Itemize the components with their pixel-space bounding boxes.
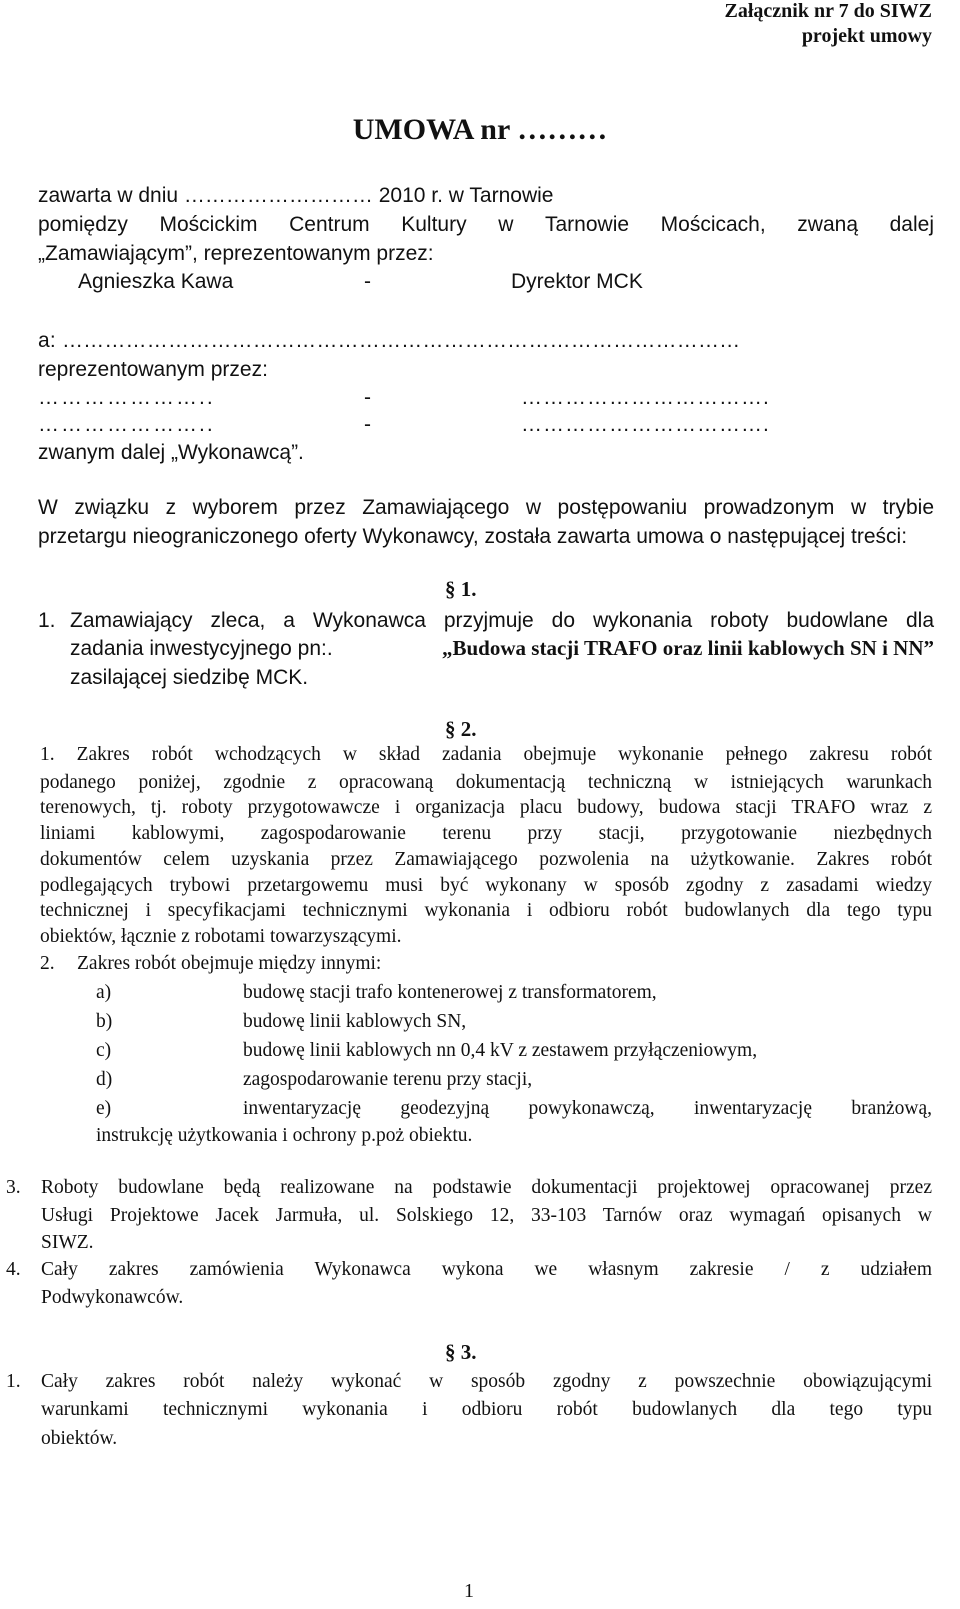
paragraph-line: Cały zakres robót należy wykonać w sposób zgodny z powszechnie obowiązującymi — [41, 1371, 932, 1392]
item-number: 1. — [6, 1371, 21, 1392]
list-letter: a) — [96, 982, 112, 1003]
paragraph-line: technicznej i specyfikacjami technicznymi wykonania i odbioru robót budowlanych dla tego typu — [40, 900, 932, 921]
representative-name: Agnieszka Kawa — [78, 270, 234, 293]
paragraph-line: warunkami technicznymi wykonania i odbioru robót budowlanych dla tego typu — [41, 1399, 932, 1420]
list-letter: c) — [96, 1040, 112, 1061]
word: w — [498, 213, 514, 236]
draft-label: projekt umowy — [801, 25, 932, 47]
item-number: 2. — [40, 953, 55, 974]
s1-task-line — [70, 634, 934, 663]
word: Tarnowie — [545, 213, 630, 236]
contractor-rep2-name: ………………….. — [38, 413, 215, 436]
word: pomiędzy — [38, 213, 128, 236]
item-number: 3. — [6, 1177, 21, 1198]
list-item-continuation: instrukcję użytkowania i ochrony p.poż obiektu. — [96, 1125, 473, 1146]
section-heading-1: § 1. — [445, 577, 477, 601]
paragraph-line: 1. Zakres robót wchodzących w skład zadania obejmuje wykonanie pełnego zakresu robót — [40, 744, 932, 765]
contractor-rep2-role: ……………………………. — [521, 413, 770, 436]
page-number: 1 — [464, 1580, 474, 1602]
word: zwaną — [797, 213, 858, 236]
word: Mościckim — [159, 213, 258, 236]
paragraph-line: Roboty budowlane będą realizowane na podstawie dokumentacji projektowej opracowanej przez — [41, 1177, 932, 1198]
paragraph-line: Usługi Projektowe Jacek Jarmuła, ul. Solskiego 12, 33-103 Tarnów oraz wymagań opisanych w — [41, 1205, 932, 1226]
preamble-line: przetargu nieograniczonego oferty Wykonawcy, została zawarta umowa o następującej treści: — [38, 525, 908, 548]
word: Mościcach, — [660, 213, 766, 236]
contractor-line: a: …………………………………………………………………………………… — [38, 329, 741, 352]
paragraph-line: terenowych, tj. roboty przygotowawcze i organizacja placu budowy, budowa stacji TRAFO wraz z — [40, 797, 932, 818]
contractor-rep-label: reprezentowanym przez: — [38, 358, 268, 381]
list-item: inwentaryzację geodezyjną powykonawczą, inwentaryzację branżową, — [243, 1098, 932, 1119]
section-heading-3: § 3. — [445, 1340, 477, 1364]
list-item: zagospodarowanie terenu przy stacji, — [243, 1069, 533, 1090]
paragraph-line: liniami kablowymi, zagospodarowanie terenu przy stacji, przygotowanie niezbędnych — [40, 823, 932, 844]
word: dalej — [889, 213, 934, 236]
intro-date-line: zawarta w dniu ……………………… 2010 r. w Tarnowie — [38, 184, 554, 207]
contractor-rep1-name: ………………….. — [38, 386, 215, 409]
list-item: budowę linii kablowych nn 0,4 kV z zestawem przyłączeniowym, — [243, 1040, 758, 1061]
contractor-rep1-role: ……………………………. — [521, 386, 770, 409]
list-item: budowę linii kablowych SN, — [243, 1011, 467, 1032]
paragraph-line: SIWZ. — [41, 1232, 94, 1253]
word: Centrum — [289, 213, 370, 236]
word: Kultury — [401, 213, 467, 236]
item-number: 1. — [38, 609, 56, 632]
list-letter: e) — [96, 1098, 112, 1119]
paragraph-line: obiektów, łącznie z robotami towarzyszącymi. — [40, 926, 402, 947]
representative-role: Dyrektor MCK — [511, 270, 643, 293]
s1-text-line: zasilającej siedzibę MCK. — [70, 666, 309, 689]
task-name: „Budowa stacji TRAFO oraz linii kablowych SN i NN” — [442, 636, 934, 660]
document-title: UMOWA nr ……… — [352, 113, 608, 146]
item-number: 4. — [6, 1259, 21, 1280]
intro-called-line: „Zamawiającym”, reprezentowanym przez: — [38, 242, 434, 265]
paragraph-line: podanego poniżej, zgodnie z opracowaną dokumentacją techniczną w istniejących warunkach — [40, 772, 932, 793]
dash: - — [364, 386, 371, 409]
paragraph-line: dokumentów celem uzyskania przez Zamawiającego pozwolenia na użytkowanie. Zakres robót — [40, 849, 932, 870]
s1-text-line: Zamawiający zleca, a Wykonawca przyjmuje do wykonania roboty budowlane dla — [70, 609, 934, 632]
contractor-called-line: zwanym dalej „Wykonawcą”. — [38, 441, 304, 464]
section-heading-2: § 2. — [445, 717, 477, 741]
paragraph-line: obiektów. — [41, 1428, 118, 1449]
list-letter: d) — [96, 1069, 113, 1090]
paragraph-line: podlegających trybowi przetargowemu musi być wykonany w sposób zgodny z zasadami wiedzy — [40, 875, 932, 896]
list-item: budowę stacji trafo kontenerowej z transformatorem, — [243, 982, 657, 1003]
paragraph-line: Cały zakres zamówienia Wykonawca wykona we własnym zakresie / z udziałem — [41, 1259, 932, 1280]
preamble-line: W związku z wyborem przez Zamawiającego w postępowaniu prowadzonym w trybie — [38, 496, 934, 519]
attachment-label: Załącznik nr 7 do SIWZ — [724, 0, 932, 22]
dash: - — [364, 270, 371, 293]
list-letter: b) — [96, 1011, 113, 1032]
intro-parties-line — [38, 210, 934, 239]
s2-scope-intro: Zakres robót obejmuje między innymi: — [77, 953, 382, 974]
dash: - — [364, 413, 371, 436]
paragraph-line: Podwykonawców. — [41, 1287, 184, 1308]
s1-task-prefix: zadania inwestycyjnego pn:. — [70, 637, 333, 660]
